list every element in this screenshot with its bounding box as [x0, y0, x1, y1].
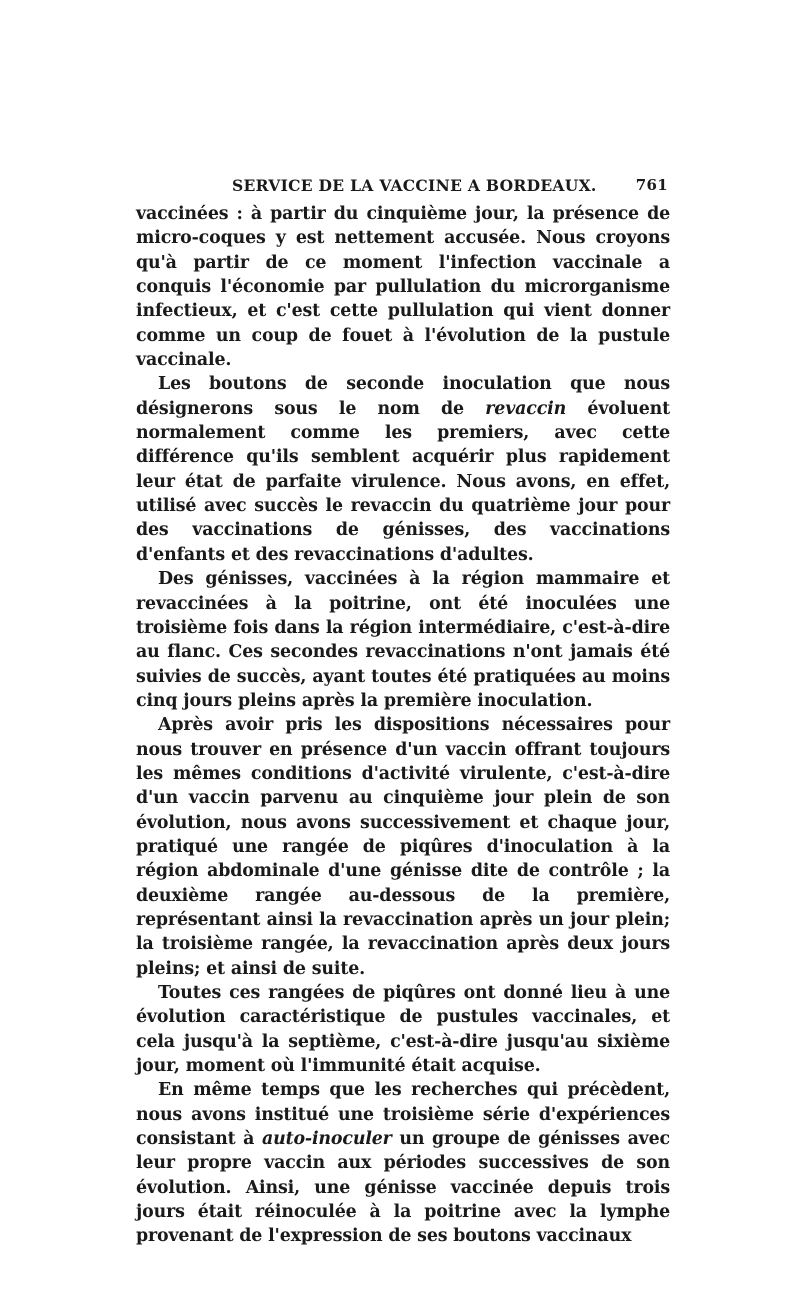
paragraph-4: Après avoir pris les dispositions nécessaires pour nous trouver en présence d'un vaccin offrant toujours les mêmes conditions d'activité virulente, c'est-à-dire d'un vaccin parvenu au cinquième jour plein de son évolution, nous avons successivement et chaque jour, pratiqué une rangée de piqûres d'inoculation à la région abdominale d'une génisse dite de contrôle ; la deuxième rangée au-dessous de la première, représentant ainsi la revaccination après un jour plein; la troisième rangée, la revaccination après deux jours pleins; et ainsi de suite. [136, 715, 670, 979]
body-text [136, 202, 670, 1249]
term-auto-inoculer: auto-inoculer [261, 1129, 392, 1150]
paragraph-3: Des génisses, vaccinées à la région mammaire et revaccinées à la poitrine, ont été inoculées une troisième fois dans la région intermédiaire, c'est-à-dire au flanc. Ces secondes revaccinations n'ont jamais été suivies de succès, ayant toutes été pratiquées au moins cinq jours pleins après la première inoculation. [136, 569, 670, 711]
paragraph-2 [136, 372, 670, 567]
book-page [136, 170, 670, 1249]
paragraph-6 [136, 1078, 670, 1248]
paragraph-2-part-1: Les boutons de seconde inoculation que nous désignerons sous le nom de [136, 374, 670, 419]
paragraph-2-part-2: évoluent normalement comme les premiers, avec cette différence qu'ils semblent acquérir plus rapidement leur état de parfaite virulence. Nous avons, en effet, utilisé avec succès le revaccin du quatrième jour pour des vaccinations de génisses, des vaccinations d'enfants et des revaccinations d'adultes. [136, 398, 670, 565]
paragraph-6-part-2: un groupe de génisses avec leur propre vaccin aux périodes successives de son évolution. Ainsi, une génisse vaccinée depuis trois jours était réinoculée à la poitrine avec la lymphe provenant de l'expression de ses boutons vaccinaux [136, 1129, 670, 1247]
page-header [136, 170, 670, 202]
term-revaccin: revaccin [485, 398, 567, 419]
page-number: 761 [635, 176, 668, 194]
running-title: SERVICE DE LA VACCINE A BORDEAUX. [232, 176, 597, 195]
paragraph-5: Toutes ces rangées de piqûres ont donné lieu à une évolution caractéristique de pustules vaccinales, et cela jusqu'à la septième, c'est-à-dire jusqu'au sixième jour, moment où l'immunité était acquise. [136, 983, 670, 1077]
paragraph-1: vaccinées : à partir du cinquième jour, la présence de micro-coques y est nettement accusée. Nous croyons qu'à partir de ce moment l'infection vaccinale a conquis l'économie par pullulation du microrganisme infectieux, et c'est cette pullulation qui vient donner comme un coup de fouet à l'évolution de la pustule vaccinale. [136, 204, 670, 371]
paragraph-6-part-1: En même temps que les recherches qui précèdent, nous avons institué une troisième série d'expériences consistant à [136, 1080, 670, 1150]
